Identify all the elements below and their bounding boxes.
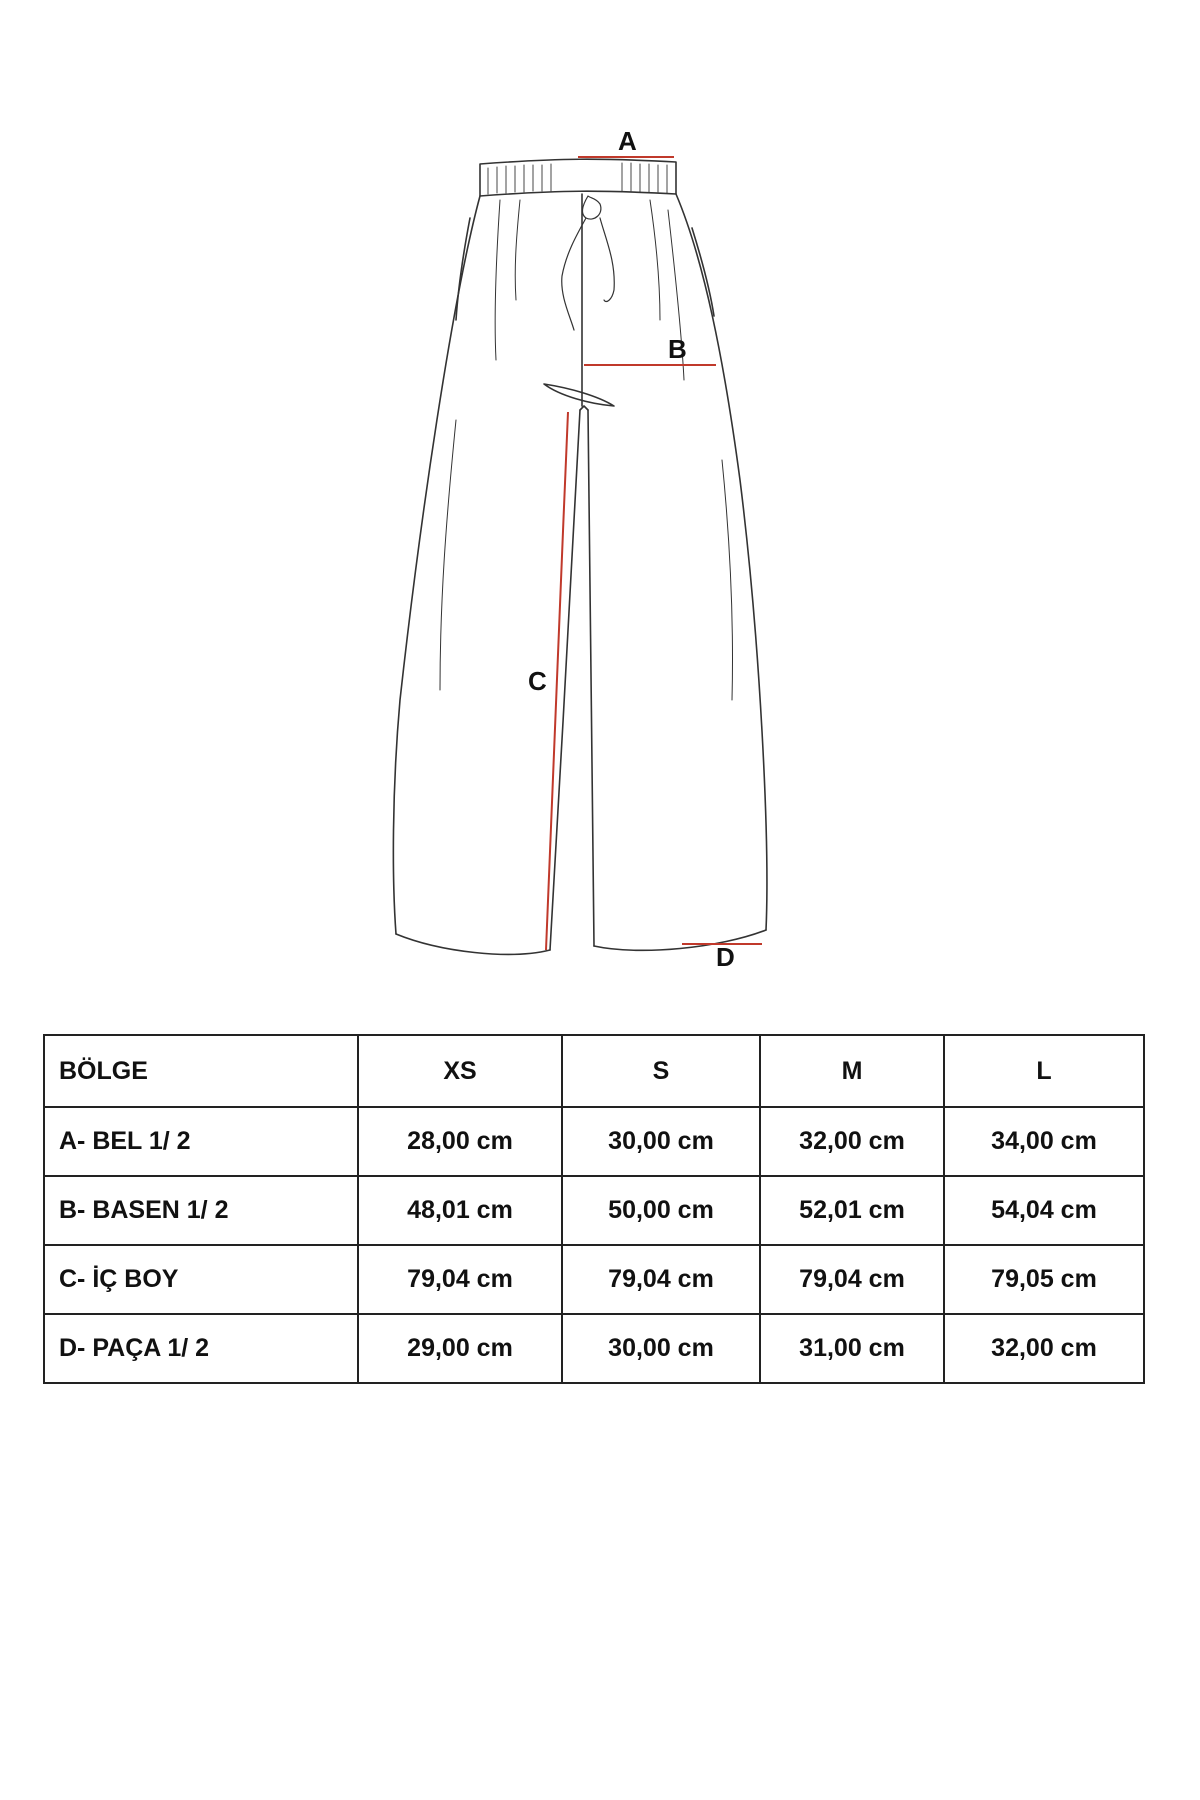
table-row — [44, 1245, 1144, 1314]
cell-value: 31,00 cm — [760, 1314, 944, 1383]
drawstring — [562, 196, 615, 330]
measure-label-a: A — [618, 126, 637, 156]
measure-label-c: C — [528, 666, 547, 696]
header-size-m: M — [760, 1035, 944, 1107]
cell-value: 79,04 cm — [358, 1245, 562, 1314]
measure-label-d: D — [716, 942, 735, 972]
table-header-row — [44, 1035, 1144, 1107]
cell-value: 79,04 cm — [760, 1245, 944, 1314]
cell-value: 79,05 cm — [944, 1245, 1144, 1314]
header-size-xs: XS — [358, 1035, 562, 1107]
cell-value: 29,00 cm — [358, 1314, 562, 1383]
row-region: C- İÇ BOY — [44, 1245, 358, 1314]
left-leg-hem — [396, 934, 550, 954]
fabric-folds — [440, 200, 733, 700]
right-pocket-line — [692, 228, 714, 316]
row-region: D- PAÇA 1/ 2 — [44, 1314, 358, 1383]
inner-slit — [544, 384, 614, 406]
cell-value: 32,00 cm — [944, 1314, 1144, 1383]
crotch-seam — [580, 406, 588, 410]
waistband-gathers — [488, 163, 667, 194]
header-region: BÖLGE — [44, 1035, 358, 1107]
waistband — [480, 159, 676, 196]
cell-value: 28,00 cm — [358, 1107, 562, 1176]
header-size-s: S — [562, 1035, 760, 1107]
cell-value: 52,01 cm — [760, 1176, 944, 1245]
row-region: B- BASEN 1/ 2 — [44, 1176, 358, 1245]
right-leg-outer-seam — [676, 194, 767, 930]
cell-value: 30,00 cm — [562, 1314, 760, 1383]
left-leg-outer-seam — [393, 196, 480, 934]
cell-value: 30,00 cm — [562, 1107, 760, 1176]
measure-label-b: B — [668, 334, 687, 364]
cell-value: 54,04 cm — [944, 1176, 1144, 1245]
row-region: A- BEL 1/ 2 — [44, 1107, 358, 1176]
table-row — [44, 1314, 1144, 1383]
right-leg-inseam — [588, 410, 594, 946]
cell-value: 79,04 cm — [562, 1245, 760, 1314]
size-chart-table — [43, 1034, 1145, 1384]
cell-value: 48,01 cm — [358, 1176, 562, 1245]
cell-value: 34,00 cm — [944, 1107, 1144, 1176]
table-row — [44, 1107, 1144, 1176]
cell-value: 32,00 cm — [760, 1107, 944, 1176]
right-leg-hem — [594, 930, 766, 950]
cell-value: 50,00 cm — [562, 1176, 760, 1245]
header-size-l: L — [944, 1035, 1144, 1107]
table-row — [44, 1176, 1144, 1245]
